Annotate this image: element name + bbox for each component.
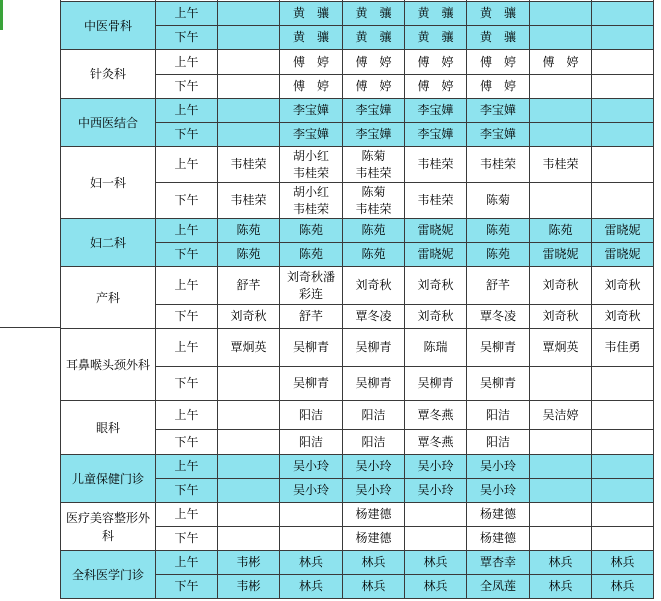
doctor-cell[interactable]: 阳洁 — [280, 401, 343, 430]
doctor-cell[interactable] — [218, 50, 280, 75]
doctor-cell[interactable] — [530, 503, 592, 527]
doctor-cell[interactable]: 杨建德 — [343, 527, 405, 551]
schedule-row — [61, 455, 654, 479]
schedule-row — [61, 147, 654, 183]
doctor-cell[interactable]: 黄 骧 — [280, 2, 343, 26]
schedule-body — [61, 0, 654, 599]
schedule-row — [61, 99, 654, 123]
doctor-cell[interactable]: 吴柳青 — [467, 329, 530, 367]
doctor-cell[interactable]: 刘奇秋 — [592, 305, 654, 329]
period-cell[interactable]: 下午 — [156, 183, 218, 219]
schedule-row — [61, 329, 654, 367]
doctor-cell[interactable]: 李宝嬅 — [343, 99, 405, 123]
department-name[interactable]: 耳鼻喉头颈外科 — [61, 329, 156, 401]
doctor-cell[interactable] — [530, 123, 592, 147]
doctor-cell[interactable]: 韦彬 — [218, 575, 280, 599]
doctor-cell[interactable] — [405, 503, 467, 527]
period-cell[interactable]: 下午 — [156, 243, 218, 267]
period-cell[interactable]: 上午 — [156, 99, 218, 123]
schedule-row — [61, 401, 654, 430]
department-name[interactable]: 中西医结合 — [61, 99, 156, 147]
gutter-divider — [0, 327, 61, 328]
period-cell[interactable]: 下午 — [156, 575, 218, 599]
doctor-cell[interactable]: 覃炯英 — [218, 329, 280, 367]
doctor-cell[interactable] — [218, 75, 280, 99]
department-name[interactable]: 妇二科 — [61, 219, 156, 267]
period-cell[interactable]: 上午 — [156, 503, 218, 527]
doctor-cell[interactable] — [592, 430, 654, 455]
doctor-cell[interactable] — [530, 479, 592, 503]
doctor-cell[interactable]: 吴小玲 — [343, 479, 405, 503]
department-name[interactable]: 全科医学门诊 — [61, 551, 156, 599]
doctor-cell[interactable]: 李宝嬅 — [343, 123, 405, 147]
doctor-cell[interactable]: 傅 婷 — [343, 75, 405, 99]
doctor-cell[interactable] — [218, 2, 280, 26]
doctor-cell[interactable]: 李宝嬅 — [405, 123, 467, 147]
doctor-cell[interactable]: 吴柳青 — [343, 329, 405, 367]
doctor-cell[interactable]: 林兵 — [530, 551, 592, 575]
department-name[interactable]: 妇一科 — [61, 147, 156, 219]
doctor-cell[interactable]: 黄 骧 — [343, 2, 405, 26]
doctor-cell[interactable]: 吴小玲 — [467, 479, 530, 503]
doctor-cell[interactable]: 吴小玲 — [467, 455, 530, 479]
doctor-cell[interactable] — [592, 99, 654, 123]
doctor-cell[interactable]: 吴小玲 — [280, 455, 343, 479]
doctor-cell[interactable]: 傅 婷 — [530, 50, 592, 75]
clinic-schedule-table — [60, 0, 654, 599]
doctor-cell[interactable] — [218, 26, 280, 50]
doctor-cell[interactable]: 陈苑 — [218, 243, 280, 267]
doctor-cell[interactable]: 林兵 — [280, 575, 343, 599]
schedule-row — [61, 551, 654, 575]
doctor-cell[interactable]: 吴小玲 — [405, 479, 467, 503]
doctor-cell[interactable]: 陈菊 — [467, 183, 530, 219]
schedule-row — [61, 503, 654, 527]
doctor-cell[interactable] — [218, 123, 280, 147]
doctor-cell[interactable] — [405, 527, 467, 551]
doctor-cell[interactable]: 傅 婷 — [280, 50, 343, 75]
doctor-cell[interactable]: 林兵 — [592, 551, 654, 575]
doctor-cell[interactable] — [218, 455, 280, 479]
doctor-cell[interactable]: 陈苑 — [343, 219, 405, 243]
doctor-cell[interactable]: 杨建德 — [467, 503, 530, 527]
period-cell[interactable]: 上午 — [156, 267, 218, 305]
doctor-cell[interactable]: 雷晓妮 — [405, 219, 467, 243]
doctor-cell[interactable]: 陈菊 韦桂荣 — [343, 147, 405, 183]
period-cell[interactable]: 上午 — [156, 551, 218, 575]
doctor-cell[interactable]: 傅 婷 — [405, 50, 467, 75]
doctor-cell[interactable]: 刘奇秋 — [530, 305, 592, 329]
department-name[interactable]: 产科 — [61, 267, 156, 329]
doctor-cell[interactable]: 刘奇秋潘 彩连 — [280, 267, 343, 305]
doctor-cell[interactable]: 吴柳青 — [467, 367, 530, 401]
doctor-cell[interactable]: 杨建德 — [343, 503, 405, 527]
doctor-cell[interactable]: 傅 婷 — [280, 75, 343, 99]
doctor-cell[interactable]: 阳洁 — [343, 401, 405, 430]
doctor-cell[interactable] — [592, 367, 654, 401]
doctor-cell[interactable]: 阳洁 — [343, 430, 405, 455]
doctor-cell[interactable]: 林兵 — [405, 575, 467, 599]
doctor-cell[interactable]: 黄 骧 — [280, 26, 343, 50]
doctor-cell[interactable]: 黄 骧 — [405, 2, 467, 26]
doctor-cell[interactable]: 韦桂荣 — [467, 147, 530, 183]
doctor-cell[interactable]: 陈瑞 — [405, 329, 467, 367]
doctor-cell[interactable] — [592, 147, 654, 183]
doctor-cell[interactable]: 陈苑 — [467, 243, 530, 267]
department-name[interactable]: 中医骨科 — [61, 2, 156, 50]
doctor-cell[interactable]: 李宝嬅 — [405, 99, 467, 123]
period-cell[interactable]: 下午 — [156, 479, 218, 503]
doctor-cell[interactable] — [592, 26, 654, 50]
doctor-cell[interactable]: 黄 骧 — [467, 2, 530, 26]
period-cell[interactable]: 下午 — [156, 430, 218, 455]
doctor-cell[interactable] — [218, 367, 280, 401]
doctor-cell[interactable]: 李宝嬅 — [467, 123, 530, 147]
doctor-cell[interactable]: 刘奇秋 — [405, 305, 467, 329]
row-header-gutter — [0, 0, 60, 601]
period-cell[interactable]: 下午 — [156, 367, 218, 401]
doctor-cell[interactable] — [530, 99, 592, 123]
doctor-cell[interactable] — [592, 75, 654, 99]
doctor-cell[interactable]: 刘奇秋 — [530, 267, 592, 305]
doctor-cell[interactable]: 胡小红 韦桂荣 — [280, 147, 343, 183]
doctor-cell[interactable]: 雷晓妮 — [530, 243, 592, 267]
period-cell[interactable]: 下午 — [156, 123, 218, 147]
doctor-cell[interactable]: 黄 骧 — [405, 26, 467, 50]
period-cell[interactable]: 上午 — [156, 329, 218, 367]
doctor-cell[interactable]: 覃冬燕 — [405, 430, 467, 455]
doctor-cell[interactable]: 雷晓妮 — [592, 243, 654, 267]
doctor-cell[interactable]: 刘奇秋 — [218, 305, 280, 329]
doctor-cell[interactable]: 韦桂荣 — [405, 147, 467, 183]
doctor-cell[interactable]: 黄 骧 — [467, 26, 530, 50]
doctor-cell[interactable]: 刘奇秋 — [405, 267, 467, 305]
period-cell[interactable]: 下午 — [156, 305, 218, 329]
doctor-cell[interactable]: 雷晓妮 — [405, 243, 467, 267]
doctor-cell[interactable] — [280, 503, 343, 527]
doctor-cell[interactable]: 傅 婷 — [405, 75, 467, 99]
schedule-row — [61, 267, 654, 305]
doctor-cell[interactable]: 舒芊 — [280, 305, 343, 329]
doctor-cell[interactable]: 陈苑 — [530, 219, 592, 243]
period-cell[interactable]: 下午 — [156, 527, 218, 551]
doctor-cell[interactable]: 韦桂荣 — [218, 183, 280, 219]
doctor-cell[interactable]: 吴柳青 — [280, 367, 343, 401]
period-cell[interactable]: 上午 — [156, 2, 218, 26]
doctor-cell[interactable]: 吴柳青 — [405, 367, 467, 401]
doctor-cell[interactable]: 林兵 — [592, 575, 654, 599]
doctor-cell[interactable] — [218, 430, 280, 455]
doctor-cell[interactable]: 韦佳勇 — [592, 329, 654, 367]
period-cell[interactable]: 上午 — [156, 455, 218, 479]
doctor-cell[interactable]: 韦彬 — [218, 551, 280, 575]
doctor-cell[interactable]: 陈菊 韦桂荣 — [343, 183, 405, 219]
doctor-cell[interactable]: 李宝嬅 — [280, 99, 343, 123]
doctor-cell[interactable]: 陈苑 — [280, 243, 343, 267]
doctor-cell[interactable]: 覃炯英 — [530, 329, 592, 367]
period-cell[interactable]: 上午 — [156, 219, 218, 243]
doctor-cell[interactable]: 杨建德 — [467, 527, 530, 551]
doctor-cell[interactable] — [592, 479, 654, 503]
doctor-cell[interactable] — [218, 479, 280, 503]
doctor-cell[interactable] — [592, 503, 654, 527]
doctor-cell[interactable]: 李宝嬅 — [280, 123, 343, 147]
doctor-cell[interactable]: 陈苑 — [218, 219, 280, 243]
doctor-cell[interactable]: 黄 骧 — [343, 26, 405, 50]
doctor-cell[interactable]: 韦桂荣 — [530, 147, 592, 183]
doctor-cell[interactable] — [218, 401, 280, 430]
department-name[interactable]: 针灸科 — [61, 50, 156, 99]
doctor-cell[interactable] — [592, 183, 654, 219]
doctor-cell[interactable]: 吴小玲 — [343, 455, 405, 479]
doctor-cell[interactable] — [592, 527, 654, 551]
doctor-cell[interactable]: 林兵 — [405, 551, 467, 575]
doctor-cell[interactable]: 覃杏幸 — [467, 551, 530, 575]
doctor-cell[interactable]: 李宝嬅 — [467, 99, 530, 123]
doctor-cell[interactable]: 傅 婷 — [343, 50, 405, 75]
department-name[interactable]: 医疗美容整形外科 — [61, 503, 156, 551]
department-name[interactable]: 儿童保健门诊 — [61, 455, 156, 503]
doctor-cell[interactable]: 阳洁 — [280, 430, 343, 455]
period-cell[interactable]: 下午 — [156, 75, 218, 99]
doctor-cell[interactable]: 雷晓妮 — [592, 219, 654, 243]
doctor-cell[interactable] — [530, 527, 592, 551]
doctor-cell[interactable]: 韦桂荣 — [218, 147, 280, 183]
doctor-cell[interactable]: 覃冬燕 — [405, 401, 467, 430]
doctor-cell[interactable]: 覃冬凌 — [343, 305, 405, 329]
doctor-cell[interactable] — [530, 455, 592, 479]
doctor-cell[interactable]: 吴小玲 — [280, 479, 343, 503]
doctor-cell[interactable] — [280, 527, 343, 551]
doctor-cell[interactable]: 林兵 — [280, 551, 343, 575]
doctor-cell[interactable] — [592, 2, 654, 26]
doctor-cell[interactable]: 陈苑 — [467, 219, 530, 243]
schedule-row — [61, 2, 654, 26]
doctor-cell[interactable] — [218, 503, 280, 527]
doctor-cell[interactable]: 林兵 — [343, 551, 405, 575]
doctor-cell[interactable]: 陈苑 — [343, 243, 405, 267]
doctor-cell[interactable]: 舒芊 — [218, 267, 280, 305]
doctor-cell[interactable]: 吴柳青 — [343, 367, 405, 401]
schedule-row — [61, 219, 654, 243]
doctor-cell[interactable] — [530, 26, 592, 50]
doctor-cell[interactable] — [530, 183, 592, 219]
doctor-cell[interactable] — [530, 2, 592, 26]
doctor-cell[interactable]: 吴洁婷 — [530, 401, 592, 430]
doctor-cell[interactable]: 林兵 — [530, 575, 592, 599]
doctor-cell[interactable]: 韦桂荣 — [405, 183, 467, 219]
doctor-cell[interactable] — [592, 123, 654, 147]
doctor-cell[interactable]: 吴小玲 — [405, 455, 467, 479]
doctor-cell[interactable] — [592, 455, 654, 479]
doctor-cell[interactable] — [218, 527, 280, 551]
doctor-cell[interactable]: 林兵 — [343, 575, 405, 599]
doctor-cell[interactable]: 傅 婷 — [467, 75, 530, 99]
selection-marker — [0, 0, 3, 30]
doctor-cell[interactable]: 覃冬凌 — [467, 305, 530, 329]
doctor-cell[interactable]: 吴柳青 — [280, 329, 343, 367]
schedule-row — [61, 50, 654, 75]
doctor-cell[interactable]: 胡小红 韦桂荣 — [280, 183, 343, 219]
doctor-cell[interactable]: 傅 婷 — [467, 50, 530, 75]
department-name[interactable]: 眼科 — [61, 401, 156, 455]
doctor-cell[interactable]: 阳洁 — [467, 401, 530, 430]
doctor-cell[interactable] — [530, 367, 592, 401]
period-cell[interactable]: 上午 — [156, 147, 218, 183]
doctor-cell[interactable] — [218, 99, 280, 123]
doctor-cell[interactable]: 陈苑 — [280, 219, 343, 243]
period-cell[interactable]: 上午 — [156, 50, 218, 75]
doctor-cell[interactable]: 阳洁 — [467, 430, 530, 455]
doctor-cell[interactable] — [592, 50, 654, 75]
doctor-cell[interactable] — [530, 75, 592, 99]
period-cell[interactable]: 下午 — [156, 26, 218, 50]
doctor-cell[interactable] — [530, 430, 592, 455]
doctor-cell[interactable]: 刘奇秋 — [343, 267, 405, 305]
period-cell[interactable]: 上午 — [156, 401, 218, 430]
doctor-cell[interactable]: 舒芊 — [467, 267, 530, 305]
doctor-cell[interactable]: 刘奇秋 — [592, 267, 654, 305]
doctor-cell[interactable]: 全凤莲 — [467, 575, 530, 599]
doctor-cell[interactable] — [592, 401, 654, 430]
